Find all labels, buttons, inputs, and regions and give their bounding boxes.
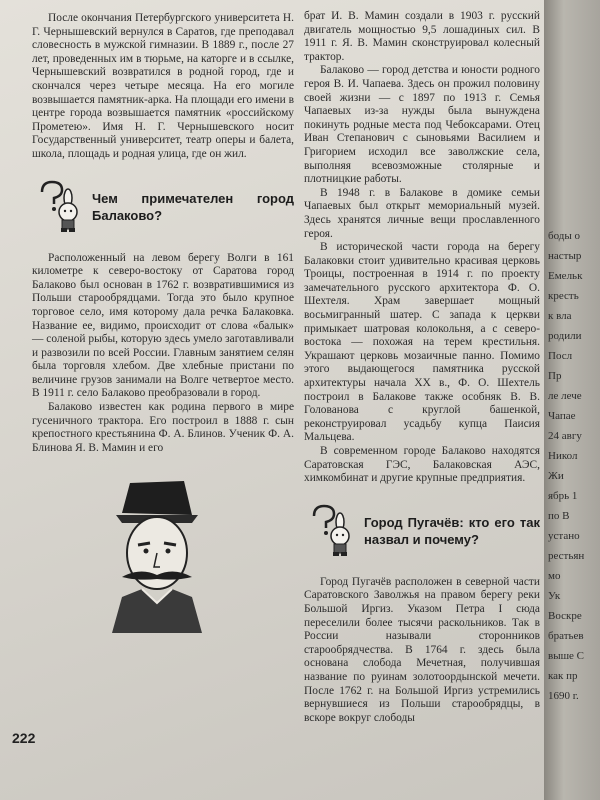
next-page-fragment: боды о (548, 230, 581, 242)
page-number: 222 (12, 730, 36, 746)
next-page-fragment: 24 авгу (548, 430, 582, 442)
text-paragraph: В 1948 г. в Балакове в домике семьи Чапаевых был открыт мемориальный музей. Здесь хранятся личные вещи прославленного героя. (304, 186, 540, 240)
left-column (32, 12, 294, 638)
next-page-fragment: ле лече (548, 390, 582, 402)
question-block-balakovo (32, 178, 294, 234)
next-page-fragment: по В (548, 510, 570, 522)
chapaev-portrait-illustration (92, 473, 222, 633)
next-page-fragment: ябрь 1 (548, 490, 578, 502)
next-page-fragment: Чапае (548, 410, 576, 422)
next-page-fragment: Жи (548, 470, 564, 482)
right-column (304, 10, 540, 725)
next-page-fragment: братьев (548, 630, 584, 642)
next-page-fragment: выше С (548, 650, 585, 662)
question-heading: Чем примечателен город Балаково? (92, 190, 294, 223)
next-page-fragment: Ук (548, 590, 561, 602)
question-heading: Город Пугачёв: кто его так назвал и почему? (364, 514, 540, 547)
next-page-fragment: Воскре (548, 610, 582, 622)
question-mascot-icon (32, 178, 88, 234)
next-page-fragment: Пр (548, 370, 562, 382)
intro-paragraph: После окончания Петербургского университета Н. Г. Чернышевский вернулся в Саратов, где преподавал словесность в мужской гимназии. В 1889 г., после 27 лет, проведенных им в тюрьме, на каторге и в ссылке, Чернышевский возвратился в родной город, где и скончался через четыре месяца. На его могиле возвышается памятник-арка. На площади его имени в центре города возвышается памятник «российскому Прометею». Имя Н. Г. Чернышевского носит Государственный университет, театр оперы и балета, школа, площадь и родная улица, где он жил. (32, 12, 294, 160)
next-page-fragment: к вла (548, 310, 572, 322)
next-page-fragment: Емельк (548, 270, 583, 282)
next-page-fragment: Никол (548, 450, 578, 462)
next-page-fragment: рестьян (548, 550, 585, 562)
next-page-fragment: мо (548, 570, 561, 582)
text-paragraph: Балаково — город детства и юности родного героя В. И. Чапаева. Здесь он прожил половину своей жизни — с 1897 по 1913 г. Семья Чапаевых из-за нужды была вынуждена покинуть родные места под Чебоксарами. Отец Иван Степанович с сыновьями Василием и Григорием исходил все заволжские села, выполняя всевозможные столярные и плотницкие работы. (304, 64, 540, 186)
next-page-fragment: 1690 г. (548, 690, 579, 702)
next-page-fragment: как пр (548, 670, 578, 682)
next-page-fragment: устано (548, 530, 580, 542)
text-paragraph: брат И. В. Мамин создали в 1903 г. русский двигатель мощностью 9,5 лошадиных сил. В 1911 г. Я. В. Мамин сконструировал колесный трактор. (304, 10, 540, 63)
answer-paragraph: Балаково известен как родина первого в мире гусеничного трактора. Его построил в 1888 г. сын крепостного крестьянина Ф. А. Блинов. Ученик Ф. А. Блинова Я. В. Мамин и его (32, 401, 294, 454)
question-block-pugachev (304, 502, 540, 558)
next-page-fragment: настыр (548, 250, 582, 262)
text-paragraph: Город Пугачёв расположен в северной части Саратовского Заволжья на правом берегу реки Большой Иргиз. Указом Петра I сюда переселили более тысячи раскольников. Так в России называли сторонников старообрядчества. В 1764 г. здесь была основана слобода Мечетная, получившая название по руинам золотоордынской мечети. После 1762 г. на Большой Иргиз устремились вернувшиеся из Польши старообрядцы, в вскоре вокруг слободы (304, 575, 540, 724)
next-page-fragment: кресть (548, 290, 579, 302)
text-paragraph: В исторической части города на берегу Балаковки стоит удивительно красивая церковь Троицы, построенная в 1914 г. по проекту замечательного русского архитектора Ф. О. Шехтеля. Храм завершает мощный восьмигранный шатер. С запада к церкви примыкает шатровая колокольня, а с северо-востока — похожая на терем крестильня. Украшают церковь мозаичные панно. Помимо этого выдающегося памятника русской архитектуры начала XX в., Ф. О. Шехтель построил в Балакове также особняк В. В. Голованова с круглой башенкой, реконструировал усадьбу купца Паисия Мальцева. (304, 241, 540, 444)
next-page-fragment: родили (548, 330, 582, 342)
next-page-fragment: Посл (548, 350, 573, 362)
question-mascot-icon (304, 502, 360, 558)
answer-paragraph: Расположенный на левом берегу Волги в 161 километре к северо-востоку от Саратова город Балаково был основан в 1762 г. возвратившимися из Польши старообрядцами. Тогда это было крупное торговое село, имя которому дала речка Балаковка. Название ее, видимо, происходит от слова «балык» — соленой рыбы, которую здесь умело заготавливали и развозили по всей России. Главным занятием селян была торговля хлебом. Две хлебные пристани по величине грузов занимали на Волге четвертое место. В 1911 г. село Балаково преобразовали в город. (32, 251, 294, 400)
text-paragraph: В современном городе Балаково находятся Саратовская ГЭС, Балаковская АЭС, химкомбинат и другие крупные предприятия. (304, 445, 540, 485)
